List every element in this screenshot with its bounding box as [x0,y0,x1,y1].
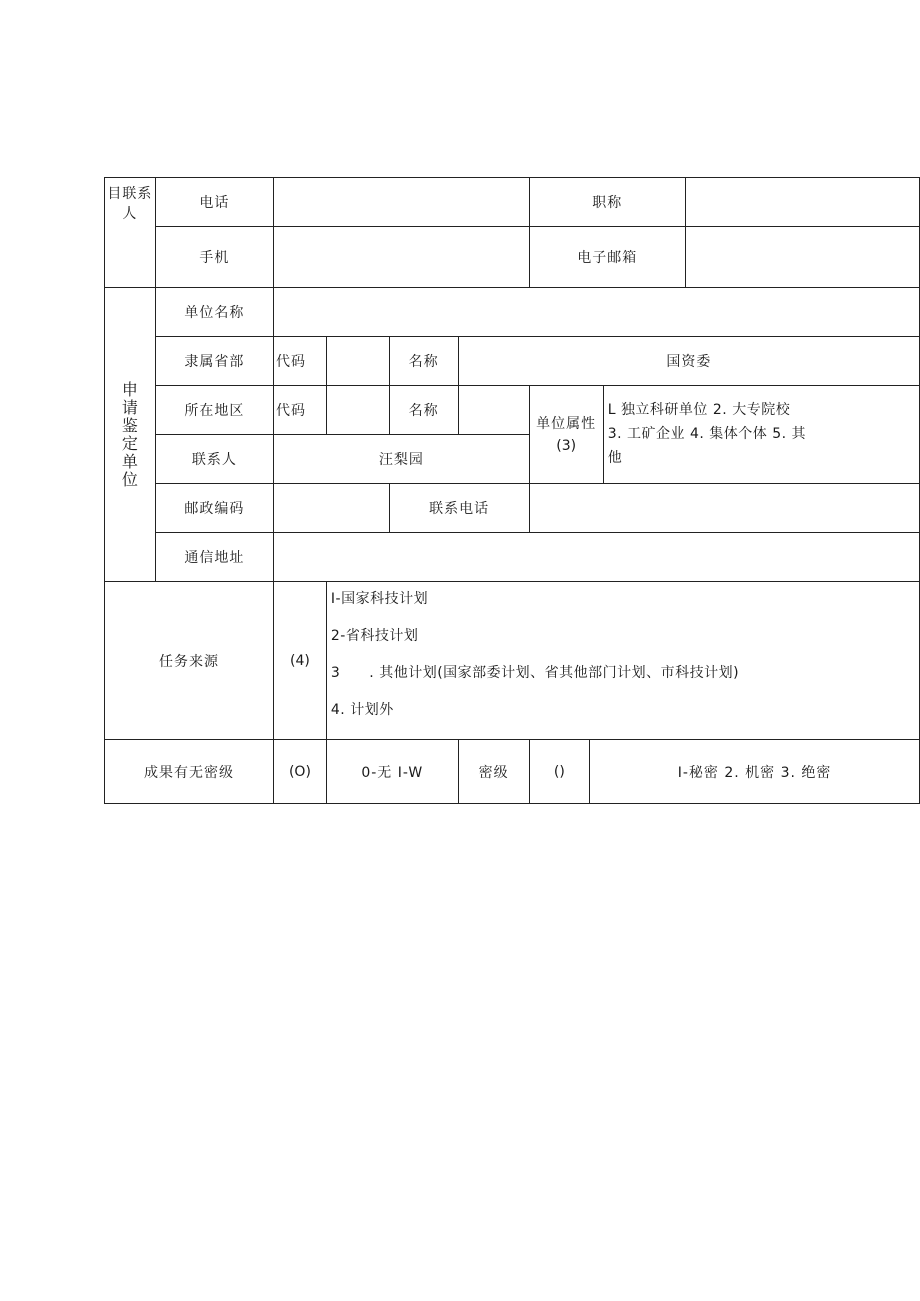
ministry-code-label: 代码 [274,337,327,386]
secrecy-level-label: 密级 [458,740,529,804]
task-source-label: 任务来源 [105,582,274,740]
ministry-label: 隶属省部 [155,337,273,386]
ministry-code-field[interactable] [326,337,389,386]
phone-field[interactable] [274,178,530,227]
appraisal-form-table [104,177,920,804]
task-source-option: I-国家科技计划 [330,591,429,607]
address-field[interactable] [274,533,920,582]
unit-attribute-options: L 独立科研单位 2. 大专院校 3. 工矿企业 4. 集体个体 5. 其 他 [603,386,919,484]
secrecy-value[interactable]: (O) [274,740,327,804]
secrecy-label: 成果有无密级 [105,740,274,804]
unit-attribute-value[interactable]: (3) [556,437,577,454]
region-name-label: 名称 [389,386,458,435]
contact-person-field[interactable]: 汪梨园 [274,435,530,484]
contact-phone-field[interactable] [529,484,919,533]
task-source-options [326,582,919,740]
unit-name-field[interactable] [274,288,920,337]
mobile-field[interactable] [274,227,530,288]
address-label: 通信地址 [155,533,273,582]
contact-phone-label: 联系电话 [389,484,529,533]
unit-attribute-label: 单位属性 [536,415,597,432]
secrecy-level-value[interactable]: () [529,740,589,804]
task-source-option: 2-省科技计划 [330,628,419,644]
ministry-name-field[interactable]: 国资委 [458,337,919,386]
title-field[interactable] [685,178,919,227]
region-code-label: 代码 [274,386,327,435]
title-label: 职称 [529,178,685,227]
secrecy-options: 0-无 I-W [326,740,458,804]
unit-name-label: 单位名称 [155,288,273,337]
task-source-option: 4. 计划外 [330,702,394,718]
task-source-option: 3 . 其他计划(国家部委计划、省其他部门计划、市科技计划) [330,665,740,681]
postal-code-label: 邮政编码 [155,484,273,533]
contact-section-label: 目联系人 [105,178,156,288]
task-source-value[interactable]: (4) [274,582,327,740]
unit-attribute-cell [529,386,603,484]
phone-label: 电话 [155,178,273,227]
email-field[interactable] [685,227,919,288]
region-code-field[interactable] [326,386,389,435]
postal-code-field[interactable] [274,484,390,533]
contact-person-label: 联系人 [155,435,273,484]
region-name-field[interactable] [458,386,529,435]
email-label: 电子邮箱 [529,227,685,288]
secrecy-level-options: I-秘密 2. 机密 3. 绝密 [590,740,920,804]
ministry-name-label: 名称 [389,337,458,386]
mobile-label: 手机 [155,227,273,288]
applicant-section-label: 申请鉴定单位 [105,288,156,582]
region-label: 所在地区 [155,386,273,435]
